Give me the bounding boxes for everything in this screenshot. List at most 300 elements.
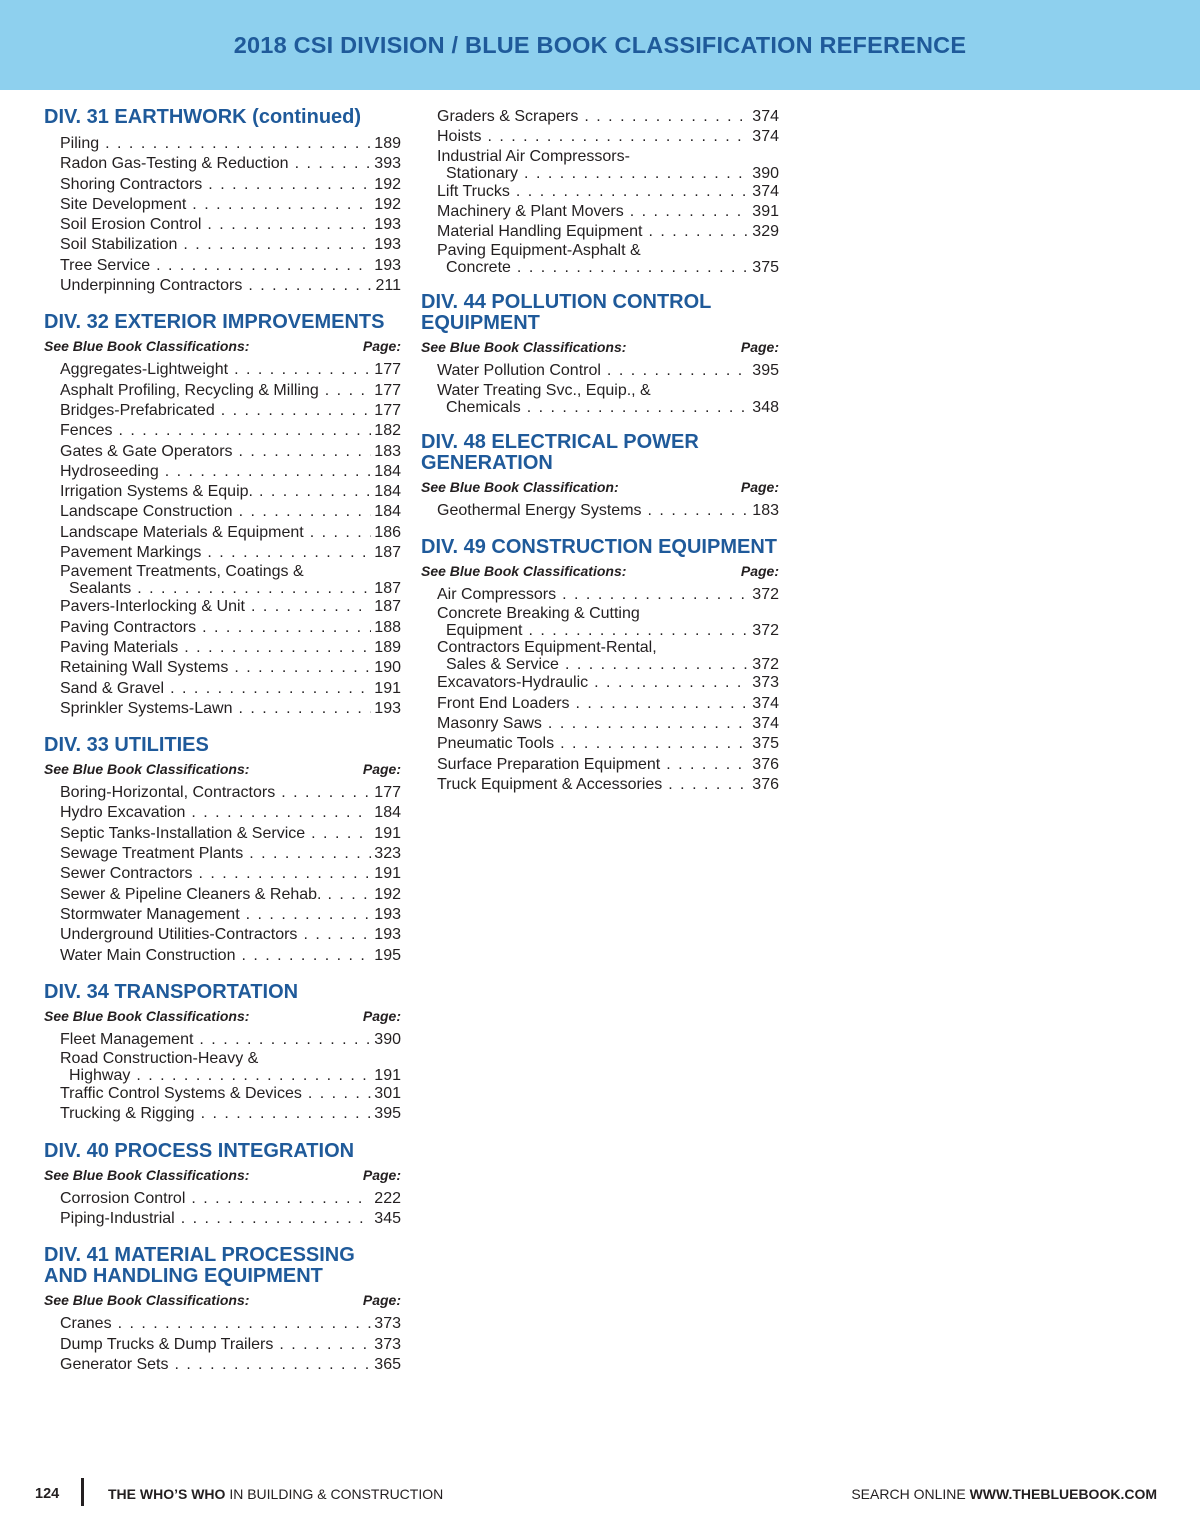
entry-row: [60, 381, 401, 401]
entry-page-number: 348: [752, 398, 779, 416]
entry-page-number: 183: [374, 442, 401, 460]
dot-leader: [175, 1355, 372, 1375]
classification-entry: [60, 462, 401, 482]
entry-name: Stormwater Management: [60, 905, 240, 923]
entry-row: [437, 222, 779, 242]
classification-entry: [60, 215, 401, 235]
division-section: [44, 1245, 401, 1375]
entry-name: Asphalt Profiling, Recycling & Milling: [60, 381, 319, 399]
search-online: [851, 1486, 1157, 1502]
classification-entry: [437, 639, 779, 673]
entry-page-number: 372: [752, 622, 779, 640]
classification-subheader: [44, 761, 401, 777]
entry-name: Septic Tanks-Installation & Service: [60, 824, 306, 842]
entry-name: Material Handling Equipment: [437, 223, 643, 241]
dot-leader: [576, 694, 750, 714]
entry-name: Dump Trucks & Dump Trailers: [60, 1335, 274, 1353]
entry-name: Cranes: [60, 1315, 112, 1333]
left-column: [44, 107, 401, 1391]
entry-page-number: 184: [374, 462, 401, 480]
page-label: Page:: [362, 1007, 401, 1024]
entry-name-line1: Concrete Breaking & Cutting: [437, 605, 640, 623]
publication-title: [108, 1486, 443, 1502]
classification-entry: [437, 755, 779, 775]
entry-row: [60, 1335, 401, 1355]
classification-entry: [60, 658, 401, 678]
dot-leader: [207, 543, 371, 563]
entry-row: [437, 622, 779, 639]
website-link[interactable]: WWW.THEBLUEBOOK.COM: [969, 1486, 1157, 1502]
entry-row: [60, 543, 401, 563]
entry-page-number: 191: [374, 824, 401, 842]
classification-entry: [437, 734, 779, 754]
entry-page-number: 372: [752, 586, 779, 604]
dot-leader: [251, 597, 371, 617]
division-section: [421, 292, 779, 415]
classifications-label: See Blue Book Classifications:: [421, 563, 627, 580]
entry-name: Sewer & Pipeline Cleaners & Rehab.: [60, 885, 322, 903]
dot-leader: [310, 523, 372, 543]
entry-row: [60, 1189, 401, 1209]
entry-page-number: 193: [374, 256, 401, 274]
entry-row: [60, 1084, 401, 1104]
entry-row: [437, 259, 779, 276]
entry-page-number: 183: [752, 501, 779, 519]
entry-page-number: 373: [752, 674, 779, 692]
entry-row: [60, 1104, 401, 1124]
classification-entry: [60, 235, 401, 255]
entry-name: Corrosion Control: [60, 1189, 186, 1207]
dot-leader: [279, 1335, 371, 1355]
entry-row: [437, 182, 779, 202]
entry-page-number: 177: [374, 784, 401, 802]
classifications-label: See Blue Book Classifications:: [44, 338, 250, 355]
entry-row: [60, 638, 401, 658]
entry-name: Pavers-Interlocking & Unit: [60, 598, 245, 616]
entry-page-number: 374: [752, 128, 779, 146]
dot-leader: [246, 905, 372, 925]
division-section: [44, 735, 401, 966]
classification-entry: [60, 864, 401, 884]
entry-row: [437, 165, 779, 182]
entry-row: [437, 127, 779, 147]
entry-page-number: 189: [374, 135, 401, 152]
entry-page-number: 395: [374, 1105, 401, 1123]
entry-name: Bridges-Prefabricated: [60, 401, 215, 419]
dot-leader: [208, 175, 371, 195]
classification-list: [44, 1189, 401, 1230]
dot-leader: [201, 1104, 372, 1124]
classification-entry: [60, 699, 401, 719]
classification-entry: [60, 1050, 401, 1084]
entry-name-line1: Road Construction-Heavy &: [60, 1050, 259, 1068]
entry-name: Underground Utilities-Contractors: [60, 926, 298, 944]
classification-list: [421, 501, 779, 521]
page-title: 2018 CSI DIVISION / BLUE BOOK CLASSIFICATION REFERENCE: [233, 31, 967, 58]
entry-page-number: 222: [374, 1189, 401, 1207]
division-section: [421, 432, 779, 521]
entry-row: [60, 523, 401, 543]
dot-leader: [136, 1067, 371, 1084]
entry-name: Sand & Gravel: [60, 679, 165, 697]
dot-leader: [249, 844, 371, 864]
dot-leader: [325, 381, 372, 401]
entry-name: Truck Equipment & Accessories: [437, 775, 663, 793]
publication-title-rest: IN BUILDING & CONSTRUCTION: [225, 1486, 444, 1502]
entry-page-number: 390: [752, 164, 779, 182]
entry-row: [60, 421, 401, 441]
classification-entry: [437, 107, 779, 127]
classification-entry: [60, 360, 401, 380]
classification-entry: [60, 946, 401, 966]
entry-name: Hydro Excavation: [60, 804, 186, 822]
entry-name: Radon Gas-Testing & Reduction: [60, 155, 289, 173]
entry-row: [60, 235, 401, 255]
entry-row: [60, 925, 401, 945]
entry-name: Boring-Horizontal, Contractors: [60, 784, 276, 802]
dot-leader: [248, 276, 372, 296]
classification-subheader: [44, 338, 401, 354]
classification-entry: [437, 775, 779, 795]
entry-row: [437, 775, 779, 795]
entry-name: Retaining Wall Systems: [60, 659, 229, 677]
entry-page-number: 393: [374, 155, 401, 173]
entry-page-number: 301: [374, 1085, 401, 1103]
entry-name: Sewer Contractors: [60, 865, 193, 883]
entry-page-number: 375: [752, 259, 779, 277]
entry-name: Landscape Construction: [60, 503, 233, 521]
entry-row: [60, 597, 401, 617]
classification-entry: [60, 597, 401, 617]
classifications-label: See Blue Book Classifications:: [44, 761, 250, 778]
classifications-label: See Blue Book Classifications:: [421, 339, 627, 356]
entry-page-number: 395: [752, 362, 779, 380]
dot-leader: [529, 622, 750, 639]
classifications-label: See Blue Book Classifications:: [44, 1166, 250, 1183]
dot-leader: [199, 864, 372, 884]
entry-page-number: 193: [374, 926, 401, 944]
dot-leader: [648, 222, 749, 242]
entry-row: [60, 864, 401, 884]
dot-leader: [170, 679, 371, 699]
entry-row: [60, 1067, 401, 1084]
entry-name: Graders & Scrapers: [437, 108, 579, 125]
dot-leader: [239, 502, 372, 522]
entry-name: Air Compressors: [437, 586, 557, 604]
division-heading: DIV. 34 TRANSPORTATION: [44, 980, 299, 1003]
entry-page-number: 376: [752, 775, 779, 793]
header-banner: [0, 0, 1200, 90]
entry-page-number: 193: [374, 699, 401, 717]
entry-row: [437, 656, 779, 673]
entry-name: Paving Contractors: [60, 618, 197, 636]
entry-page-number: 192: [374, 195, 401, 213]
entry-page-number: 192: [374, 175, 401, 193]
dot-leader: [181, 1209, 372, 1229]
dot-leader: [105, 134, 371, 154]
classification-entry: [60, 154, 401, 174]
entry-row: [60, 580, 401, 597]
classification-entry: [437, 501, 779, 521]
entry-row: [60, 783, 401, 803]
classification-entry: [60, 134, 401, 154]
dot-leader: [184, 638, 371, 658]
classification-entry: [60, 905, 401, 925]
entry-name: Sealants: [69, 580, 132, 598]
classification-subheader: [44, 1292, 401, 1308]
entry-row: [437, 755, 779, 775]
classifications-label: See Blue Book Classifications:: [44, 1292, 250, 1309]
entry-row: [437, 501, 779, 521]
entry-row: [60, 276, 401, 296]
entry-name-line1: Contractors Equipment-Rental,: [437, 639, 657, 657]
page-label: Page:: [362, 338, 401, 355]
page-label: Page:: [740, 339, 779, 356]
entry-row: [60, 175, 401, 195]
entry-name: Underpinning Contractors: [60, 277, 243, 295]
classification-entry: [60, 1030, 401, 1050]
dot-leader: [303, 925, 371, 945]
entry-name: Traffic Control Systems & Devices: [60, 1085, 302, 1103]
classification-subheader: [44, 1167, 401, 1183]
classification-entry: [60, 502, 401, 522]
division-section: [44, 982, 401, 1125]
entry-name: Soil Erosion Control: [60, 216, 202, 234]
entry-name: Water Pollution Control: [437, 362, 601, 380]
entry-page-number: 374: [752, 714, 779, 732]
dot-leader: [295, 154, 372, 174]
entry-page-number: 184: [374, 503, 401, 521]
classification-subheader: [421, 479, 779, 495]
dot-leader: [487, 127, 749, 147]
classification-entry: [437, 242, 779, 276]
entry-page-number: 391: [752, 202, 779, 220]
entry-page-number: 193: [374, 236, 401, 254]
classification-entry: [60, 1335, 401, 1355]
dot-leader: [207, 215, 371, 235]
classification-list: [44, 360, 401, 719]
entry-row: [437, 585, 779, 605]
entry-page-number: 184: [374, 804, 401, 822]
entry-name-line1: Pavement Treatments, Coatings &: [60, 563, 304, 581]
division-heading: DIV. 44 POLLUTION CONTROL EQUIPMENT: [421, 291, 712, 335]
entry-name: Hoists: [437, 128, 482, 146]
entry-name: Masonry Saws: [437, 714, 542, 732]
dot-leader: [548, 714, 749, 734]
classification-entry: [437, 182, 779, 202]
entry-name: Chemicals: [446, 398, 521, 416]
dot-leader: [165, 462, 372, 482]
dot-leader: [648, 501, 750, 521]
entry-page-number: 177: [374, 381, 401, 399]
entry-name: Highway: [69, 1067, 131, 1085]
classification-entry: [60, 401, 401, 421]
entry-name: Generator Sets: [60, 1355, 169, 1373]
dot-leader: [241, 946, 371, 966]
division-section: [44, 312, 401, 719]
entry-name: Sprinkler Systems-Lawn: [60, 699, 233, 717]
classification-entry: [437, 605, 779, 639]
dot-leader: [234, 658, 371, 678]
entry-page-number: 375: [752, 735, 779, 753]
classification-list: [44, 783, 401, 966]
entry-page-number: 189: [374, 638, 401, 656]
entry-name: Paving Materials: [60, 638, 179, 656]
entry-row: [60, 1030, 401, 1050]
entry-name-line1: Water Treating Svc., Equip., &: [437, 381, 651, 399]
dot-leader: [560, 734, 749, 754]
entry-name: Piling: [60, 135, 100, 152]
entry-row: [437, 714, 779, 734]
classification-entry: [60, 256, 401, 276]
entry-row: [60, 618, 401, 638]
page-number: 124: [35, 1486, 60, 1502]
dot-leader: [327, 885, 371, 905]
classification-entry: [60, 1314, 401, 1334]
entry-page-number: 323: [374, 845, 401, 863]
entry-name: Irrigation Systems & Equip.: [60, 483, 253, 501]
entry-row: [60, 1209, 401, 1229]
entry-name: Stationary: [446, 164, 519, 182]
entry-page-number: 177: [374, 401, 401, 419]
entry-page-number: 193: [374, 905, 401, 923]
footer: [0, 1478, 1200, 1508]
entry-page-number: 345: [374, 1209, 401, 1227]
classification-subheader: [421, 339, 779, 355]
entry-row: [60, 502, 401, 522]
entry-name: Trucking & Rigging: [60, 1105, 195, 1123]
division-heading: DIV. 40 PROCESS INTEGRATION: [44, 1139, 355, 1162]
classification-entry: [60, 803, 401, 823]
classification-entry: [437, 382, 779, 416]
classification-entry: [60, 482, 401, 502]
entry-name: Equipment: [446, 622, 523, 640]
entry-name: Water Main Construction: [60, 946, 236, 964]
entry-name: Surface Preparation Equipment: [437, 755, 661, 773]
footer-divider: [81, 1478, 84, 1506]
entry-row: [60, 134, 401, 154]
entry-page-number: 390: [374, 1030, 401, 1048]
dot-leader: [584, 107, 749, 127]
classification-entry: [437, 148, 779, 182]
entry-page-number: 372: [752, 656, 779, 674]
dot-leader: [191, 1189, 371, 1209]
entry-row: [60, 442, 401, 462]
entry-row: [60, 844, 401, 864]
classification-entry: [60, 1209, 401, 1229]
dot-leader: [202, 618, 371, 638]
entry-page-number: 373: [374, 1335, 401, 1353]
classification-entry: [60, 563, 401, 597]
classification-entry: [60, 783, 401, 803]
entry-page-number: 186: [374, 523, 401, 541]
classification-entry: [60, 1189, 401, 1209]
classification-entry: [60, 885, 401, 905]
classification-entry: [60, 523, 401, 543]
classification-entry: [60, 276, 401, 296]
entry-page-number: 187: [374, 598, 401, 616]
dot-leader: [239, 442, 372, 462]
division-section: [421, 107, 779, 276]
entry-name: Tree Service: [60, 256, 151, 274]
classification-entry: [60, 618, 401, 638]
classification-list: [421, 107, 779, 276]
classification-entry: [437, 673, 779, 693]
division-heading: DIV. 41 MATERIAL PROCESSING AND HANDLING EQUIPMENT: [44, 1244, 355, 1288]
entry-row: [60, 658, 401, 678]
classification-entry: [60, 381, 401, 401]
entry-name: Gates & Gate Operators: [60, 442, 233, 460]
entry-name: Shoring Contractors: [60, 175, 203, 193]
division-heading: DIV. 49 CONSTRUCTION EQUIPMENT: [421, 536, 777, 559]
classifications-label: See Blue Book Classifications:: [44, 1007, 250, 1024]
page-label: Page:: [362, 761, 401, 778]
dot-leader: [666, 755, 749, 775]
right-column: [421, 107, 779, 811]
entry-row: [60, 885, 401, 905]
entry-name: Sales & Service: [446, 656, 559, 674]
classification-entry: [60, 1084, 401, 1104]
entry-row: [60, 256, 401, 276]
dot-leader: [192, 195, 371, 215]
division-heading: DIV. 48 ELECTRICAL POWER GENERATION: [421, 430, 699, 474]
entry-row: [60, 699, 401, 719]
entry-row: [60, 195, 401, 215]
dot-leader: [239, 699, 372, 719]
dot-leader: [311, 824, 371, 844]
classification-entry: [60, 925, 401, 945]
entry-name: Aggregates-Lightweight: [60, 361, 229, 379]
entry-page-number: 177: [374, 361, 401, 379]
entry-row: [60, 360, 401, 380]
entry-name: Concrete: [446, 259, 511, 277]
page-label: Page:: [740, 478, 779, 495]
entry-page-number: 191: [374, 1067, 401, 1085]
classification-entry: [60, 1104, 401, 1124]
classification-entry: [437, 714, 779, 734]
entry-row: [60, 803, 401, 823]
dot-leader: [607, 361, 749, 381]
classification-list: [44, 1030, 401, 1125]
dot-leader: [221, 401, 372, 421]
division-heading: DIV. 33 UTILITIES: [44, 734, 209, 757]
dot-leader: [308, 1084, 371, 1104]
entry-row: [437, 734, 779, 754]
division-heading: DIV. 32 EXTERIOR IMPROVEMENTS: [44, 311, 385, 334]
division-heading: DIV. 31 EARTHWORK (continued): [44, 106, 362, 128]
dot-leader: [668, 775, 749, 795]
entry-row: [437, 107, 779, 127]
dot-leader: [191, 803, 371, 823]
entry-page-number: 195: [374, 946, 401, 964]
page-label: Page:: [362, 1166, 401, 1183]
classification-entry: [437, 694, 779, 714]
dot-leader: [118, 421, 371, 441]
entry-name: Site Development: [60, 195, 187, 213]
entry-name: Hydroseeding: [60, 462, 159, 480]
entry-name: Pneumatic Tools: [437, 735, 555, 753]
classification-entry: [60, 824, 401, 844]
entry-row: [437, 361, 779, 381]
entry-row: [60, 462, 401, 482]
division-section: [44, 107, 401, 296]
entry-row: [60, 1355, 401, 1375]
entry-row: [60, 824, 401, 844]
classification-entry: [437, 202, 779, 222]
division-section: [421, 537, 779, 795]
dot-leader: [565, 656, 749, 673]
entry-row: [437, 202, 779, 222]
